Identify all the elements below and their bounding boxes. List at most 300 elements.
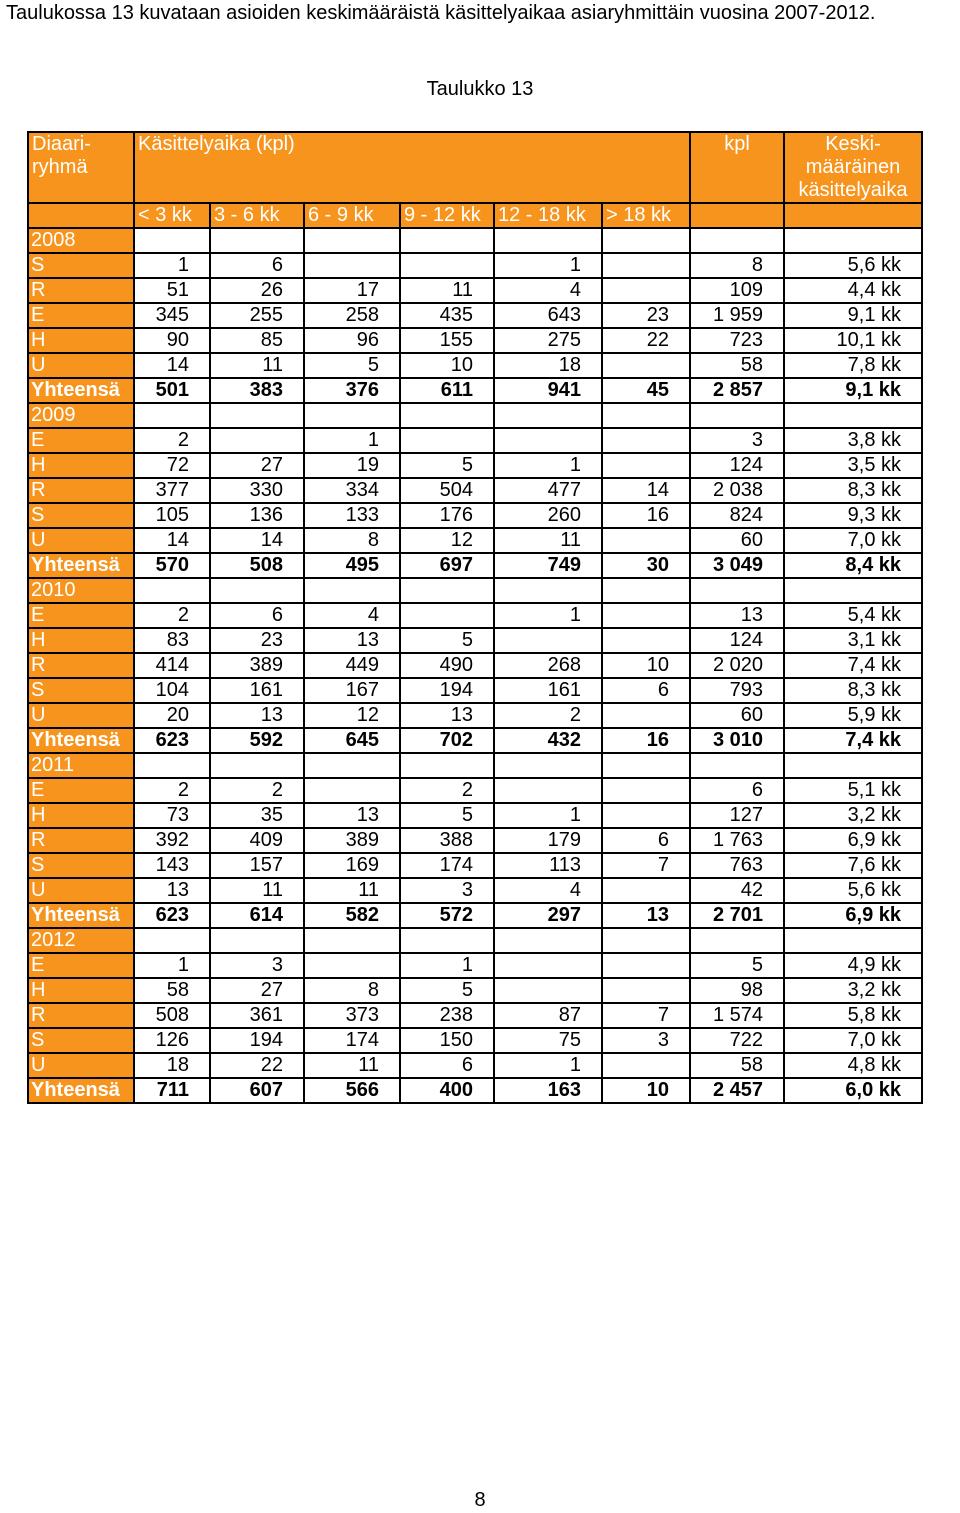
table-cell: 126: [134, 1028, 210, 1053]
table-row: [28, 853, 922, 878]
table-cell: 179: [494, 828, 602, 853]
table-cell: 11: [400, 278, 494, 303]
empty-cell: [134, 928, 210, 953]
table-cell: 13: [134, 878, 210, 903]
empty-cell: [210, 228, 304, 253]
table-cell: 6,9 kk: [784, 828, 922, 853]
table-cell: 7: [602, 1003, 690, 1028]
total-row: [28, 378, 922, 403]
group-label: S: [28, 678, 134, 703]
table-cell: 5,6 kk: [784, 878, 922, 903]
table-cell: 113: [494, 853, 602, 878]
table-cell: 161: [494, 678, 602, 703]
total-cell: 3 049: [690, 553, 784, 578]
table-cell: 409: [210, 828, 304, 853]
header-row: [28, 132, 922, 203]
total-cell: 495: [304, 553, 400, 578]
table-cell: 258: [304, 303, 400, 328]
table-cell: 345: [134, 303, 210, 328]
empty-cell: [602, 578, 690, 603]
table-cell: 22: [210, 1053, 304, 1078]
table-cell: 1: [494, 803, 602, 828]
range-header: > 18 kk: [602, 203, 690, 228]
group-label: U: [28, 703, 134, 728]
table-row: [28, 328, 922, 353]
total-row: [28, 903, 922, 928]
table-cell: [494, 953, 602, 978]
table-cell: 3: [690, 428, 784, 453]
empty-cell: [690, 228, 784, 253]
table-cell: 477: [494, 478, 602, 503]
table-cell: 6: [400, 1053, 494, 1078]
table-cell: 5: [400, 628, 494, 653]
table-cell: [494, 628, 602, 653]
group-label: H: [28, 328, 134, 353]
group-label: S: [28, 503, 134, 528]
range-header-empty: [28, 203, 134, 228]
table-cell: 238: [400, 1003, 494, 1028]
empty-cell: [134, 578, 210, 603]
table-cell: 75: [494, 1028, 602, 1053]
table-cell: 3,2 kk: [784, 978, 922, 1003]
total-cell: 582: [304, 903, 400, 928]
empty-cell: [210, 403, 304, 428]
empty-cell: [304, 228, 400, 253]
table-cell: 155: [400, 328, 494, 353]
total-cell: 30: [602, 553, 690, 578]
table-row: [28, 428, 922, 453]
total-cell: 570: [134, 553, 210, 578]
total-cell: 3 010: [690, 728, 784, 753]
table-cell: 19: [304, 453, 400, 478]
table-cell: 1: [134, 953, 210, 978]
table-cell: 4: [494, 278, 602, 303]
table-cell: 4,4 kk: [784, 278, 922, 303]
table-cell: 8,3 kk: [784, 678, 922, 703]
table-cell: 377: [134, 478, 210, 503]
table-cell: 11: [210, 878, 304, 903]
table-cell: 5: [304, 353, 400, 378]
table-cell: 9,1 kk: [784, 303, 922, 328]
table-cell: [304, 253, 400, 278]
table-row: [28, 503, 922, 528]
table-cell: 42: [690, 878, 784, 903]
table-cell: 389: [210, 653, 304, 678]
table-cell: 8,3 kk: [784, 478, 922, 503]
table-cell: 157: [210, 853, 304, 878]
empty-cell: [304, 753, 400, 778]
empty-cell: [400, 928, 494, 953]
table-row: [28, 603, 922, 628]
table-cell: 3,8 kk: [784, 428, 922, 453]
table-cell: 643: [494, 303, 602, 328]
year-row: [28, 928, 922, 953]
year-row: [28, 403, 922, 428]
table-cell: [210, 428, 304, 453]
total-cell: 9,1 kk: [784, 378, 922, 403]
table-cell: 4,9 kk: [784, 953, 922, 978]
table-cell: 1 959: [690, 303, 784, 328]
table-cell: [602, 278, 690, 303]
table-cell: 7,0 kk: [784, 1028, 922, 1053]
table-cell: 5,1 kk: [784, 778, 922, 803]
table-cell: [304, 953, 400, 978]
table-cell: 3: [602, 1028, 690, 1053]
table-cell: [494, 428, 602, 453]
total-cell: 2 701: [690, 903, 784, 928]
table-cell: 13: [304, 803, 400, 828]
table-cell: [602, 703, 690, 728]
table-cell: 2: [134, 778, 210, 803]
table-cell: 9,3 kk: [784, 503, 922, 528]
table-cell: 26: [210, 278, 304, 303]
group-label: S: [28, 1028, 134, 1053]
table-cell: [602, 978, 690, 1003]
empty-cell: [602, 753, 690, 778]
range-header: 12 - 18 kk: [494, 203, 602, 228]
total-cell: 711: [134, 1078, 210, 1103]
table-cell: 490: [400, 653, 494, 678]
group-label: R: [28, 1003, 134, 1028]
group-label: E: [28, 603, 134, 628]
table-cell: 104: [134, 678, 210, 703]
table-cell: 35: [210, 803, 304, 828]
table-cell: 109: [690, 278, 784, 303]
table-cell: 7,4 kk: [784, 653, 922, 678]
table-cell: 414: [134, 653, 210, 678]
empty-cell: [494, 753, 602, 778]
processing-time-table: [27, 131, 923, 1104]
table-cell: [400, 428, 494, 453]
table-cell: 174: [304, 1028, 400, 1053]
table-cell: 72: [134, 453, 210, 478]
empty-cell: [304, 403, 400, 428]
table-row: [28, 303, 922, 328]
total-cell: 702: [400, 728, 494, 753]
table-cell: 90: [134, 328, 210, 353]
table-row: [28, 1028, 922, 1053]
total-cell: 749: [494, 553, 602, 578]
total-cell: 611: [400, 378, 494, 403]
empty-cell: [494, 578, 602, 603]
total-cell: 13: [602, 903, 690, 928]
table-cell: 12: [304, 703, 400, 728]
empty-cell: [400, 753, 494, 778]
total-cell: 623: [134, 903, 210, 928]
range-header: < 3 kk: [134, 203, 210, 228]
group-label: U: [28, 353, 134, 378]
table-row: [28, 278, 922, 303]
empty-cell: [602, 228, 690, 253]
total-cell: 16: [602, 728, 690, 753]
empty-cell: [400, 228, 494, 253]
table-row: [28, 628, 922, 653]
empty-cell: [210, 578, 304, 603]
table-cell: 58: [134, 978, 210, 1003]
total-cell: 6,9 kk: [784, 903, 922, 928]
table-row: [28, 653, 922, 678]
group-label: S: [28, 853, 134, 878]
table-row: [28, 778, 922, 803]
table-row: [28, 978, 922, 1003]
table-cell: 14: [602, 478, 690, 503]
table-cell: 12: [400, 528, 494, 553]
table-cell: 722: [690, 1028, 784, 1053]
table-cell: [602, 953, 690, 978]
table-row: [28, 803, 922, 828]
table-cell: 1: [400, 953, 494, 978]
table-cell: 11: [210, 353, 304, 378]
total-cell: 572: [400, 903, 494, 928]
table-cell: 1: [134, 253, 210, 278]
table-row: [28, 528, 922, 553]
table-cell: 334: [304, 478, 400, 503]
table-row: [28, 478, 922, 503]
table-cell: 2: [210, 778, 304, 803]
total-cell: 941: [494, 378, 602, 403]
year-row: [28, 578, 922, 603]
table-cell: 11: [494, 528, 602, 553]
table-cell: 388: [400, 828, 494, 853]
table-cell: 2: [134, 428, 210, 453]
table-cell: [400, 253, 494, 278]
table-row: [28, 953, 922, 978]
table-cell: 6: [602, 678, 690, 703]
total-label: Yhteensä: [28, 728, 134, 753]
empty-cell: [210, 753, 304, 778]
total-cell: 10: [602, 1078, 690, 1103]
table-cell: 8: [690, 253, 784, 278]
range-header-empty: [690, 203, 784, 228]
table-cell: 435: [400, 303, 494, 328]
table-cell: 4: [494, 878, 602, 903]
table-cell: 167: [304, 678, 400, 703]
table-cell: 1: [494, 253, 602, 278]
table-cell: 16: [602, 503, 690, 528]
year-label: 2011: [28, 753, 134, 778]
table-cell: 85: [210, 328, 304, 353]
table-cell: 14: [210, 528, 304, 553]
table-cell: 20: [134, 703, 210, 728]
group-label: U: [28, 528, 134, 553]
total-cell: 614: [210, 903, 304, 928]
table-cell: [602, 253, 690, 278]
group-column-header: Diaari-ryhmä: [28, 132, 134, 203]
group-label: H: [28, 803, 134, 828]
table-cell: 14: [134, 353, 210, 378]
empty-cell: [134, 228, 210, 253]
table-cell: 23: [602, 303, 690, 328]
table-row: [28, 878, 922, 903]
group-label: H: [28, 628, 134, 653]
table-cell: 373: [304, 1003, 400, 1028]
group-label: R: [28, 653, 134, 678]
total-cell: 383: [210, 378, 304, 403]
table-cell: 127: [690, 803, 784, 828]
table-row: [28, 453, 922, 478]
intro-text: Taulukossa 13 kuvataan asioiden keskimääräistä käsittelyaikaa asiaryhmittäin vuosina 2007-2012.: [6, 2, 876, 24]
table-cell: 60: [690, 703, 784, 728]
table-cell: 4: [304, 603, 400, 628]
table-cell: 58: [690, 1053, 784, 1078]
group-label: E: [28, 303, 134, 328]
total-cell: 566: [304, 1078, 400, 1103]
table-cell: 6: [602, 828, 690, 853]
table-cell: [602, 353, 690, 378]
total-label: Yhteensä: [28, 378, 134, 403]
table-cell: 260: [494, 503, 602, 528]
table-cell: 22: [602, 328, 690, 353]
empty-cell: [304, 928, 400, 953]
table-cell: 255: [210, 303, 304, 328]
total-cell: 45: [602, 378, 690, 403]
table-cell: [494, 778, 602, 803]
table-cell: [602, 878, 690, 903]
table-cell: 73: [134, 803, 210, 828]
total-cell: 400: [400, 1078, 494, 1103]
empty-cell: [602, 403, 690, 428]
total-cell: 508: [210, 553, 304, 578]
table-cell: 793: [690, 678, 784, 703]
table-cell: [602, 628, 690, 653]
table-cell: 763: [690, 853, 784, 878]
table-cell: 5: [400, 803, 494, 828]
year-row: [28, 753, 922, 778]
empty-cell: [690, 578, 784, 603]
count-header: kpl: [690, 132, 784, 203]
table-cell: 11: [304, 878, 400, 903]
empty-cell: [210, 928, 304, 953]
total-cell: 6,0 kk: [784, 1078, 922, 1103]
table-cell: 18: [494, 353, 602, 378]
table-cell: 268: [494, 653, 602, 678]
group-label: H: [28, 453, 134, 478]
table-cell: 27: [210, 453, 304, 478]
table-cell: [602, 453, 690, 478]
table-cell: 87: [494, 1003, 602, 1028]
page-number: 8: [474, 1489, 486, 1511]
empty-cell: [400, 403, 494, 428]
table-cell: 8: [304, 978, 400, 1003]
group-label: U: [28, 878, 134, 903]
table-cell: 58: [690, 353, 784, 378]
table-row: [28, 703, 922, 728]
group-label: E: [28, 778, 134, 803]
empty-cell: [784, 578, 922, 603]
table-cell: 13: [210, 703, 304, 728]
total-row: [28, 1078, 922, 1103]
table-cell: 143: [134, 853, 210, 878]
total-cell: 297: [494, 903, 602, 928]
table-cell: 7,6 kk: [784, 853, 922, 878]
table-cell: 1 574: [690, 1003, 784, 1028]
table-cell: 18: [134, 1053, 210, 1078]
table-cell: 23: [210, 628, 304, 653]
table-cell: [602, 1053, 690, 1078]
table-cell: 4,8 kk: [784, 1053, 922, 1078]
table-cell: 2 020: [690, 653, 784, 678]
table-cell: 17: [304, 278, 400, 303]
table-cell: 5,6 kk: [784, 253, 922, 278]
table-cell: 5: [690, 953, 784, 978]
table-cell: 1: [494, 603, 602, 628]
table-cell: 169: [304, 853, 400, 878]
empty-cell: [134, 403, 210, 428]
table-cell: 504: [400, 478, 494, 503]
empty-cell: [494, 228, 602, 253]
total-cell: 607: [210, 1078, 304, 1103]
table-cell: 7: [602, 853, 690, 878]
table-cell: [602, 803, 690, 828]
table-row: [28, 828, 922, 853]
total-row: [28, 553, 922, 578]
table-cell: 3: [400, 878, 494, 903]
table-cell: 1 763: [690, 828, 784, 853]
table-cell: [494, 978, 602, 1003]
table-cell: 6: [690, 778, 784, 803]
group-label: E: [28, 428, 134, 453]
total-cell: 163: [494, 1078, 602, 1103]
year-label: 2012: [28, 928, 134, 953]
table-cell: 6: [210, 603, 304, 628]
table-cell: 105: [134, 503, 210, 528]
group-label: R: [28, 828, 134, 853]
range-header: 6 - 9 kk: [304, 203, 400, 228]
table-cell: 174: [400, 853, 494, 878]
total-row: [28, 728, 922, 753]
table-cell: 389: [304, 828, 400, 853]
table-cell: 508: [134, 1003, 210, 1028]
table-cell: 3,5 kk: [784, 453, 922, 478]
empty-cell: [602, 928, 690, 953]
table-row: [28, 678, 922, 703]
table-cell: 2: [134, 603, 210, 628]
table-caption: Taulukko 13: [426, 78, 534, 100]
table-cell: 2: [400, 778, 494, 803]
table-cell: 194: [400, 678, 494, 703]
table-cell: 11: [304, 1053, 400, 1078]
total-cell: 592: [210, 728, 304, 753]
table-cell: 824: [690, 503, 784, 528]
table-row: [28, 253, 922, 278]
table-cell: 51: [134, 278, 210, 303]
table-cell: 124: [690, 453, 784, 478]
total-cell: 376: [304, 378, 400, 403]
total-label: Yhteensä: [28, 1078, 134, 1103]
total-cell: 432: [494, 728, 602, 753]
table-cell: [602, 778, 690, 803]
table-cell: [304, 778, 400, 803]
total-cell: 645: [304, 728, 400, 753]
table-cell: 3: [210, 953, 304, 978]
total-cell: 8,4 kk: [784, 553, 922, 578]
table-cell: [400, 603, 494, 628]
empty-cell: [784, 403, 922, 428]
total-cell: 2 457: [690, 1078, 784, 1103]
table-row: [28, 1053, 922, 1078]
table-cell: 449: [304, 653, 400, 678]
range-header: 3 - 6 kk: [210, 203, 304, 228]
table-cell: 96: [304, 328, 400, 353]
table-cell: 5,4 kk: [784, 603, 922, 628]
table-cell: 7,8 kk: [784, 353, 922, 378]
table-cell: 133: [304, 503, 400, 528]
empty-cell: [784, 228, 922, 253]
table-cell: 5,8 kk: [784, 1003, 922, 1028]
table-cell: 176: [400, 503, 494, 528]
table-cell: 13: [304, 628, 400, 653]
range-header-row: [28, 203, 922, 228]
